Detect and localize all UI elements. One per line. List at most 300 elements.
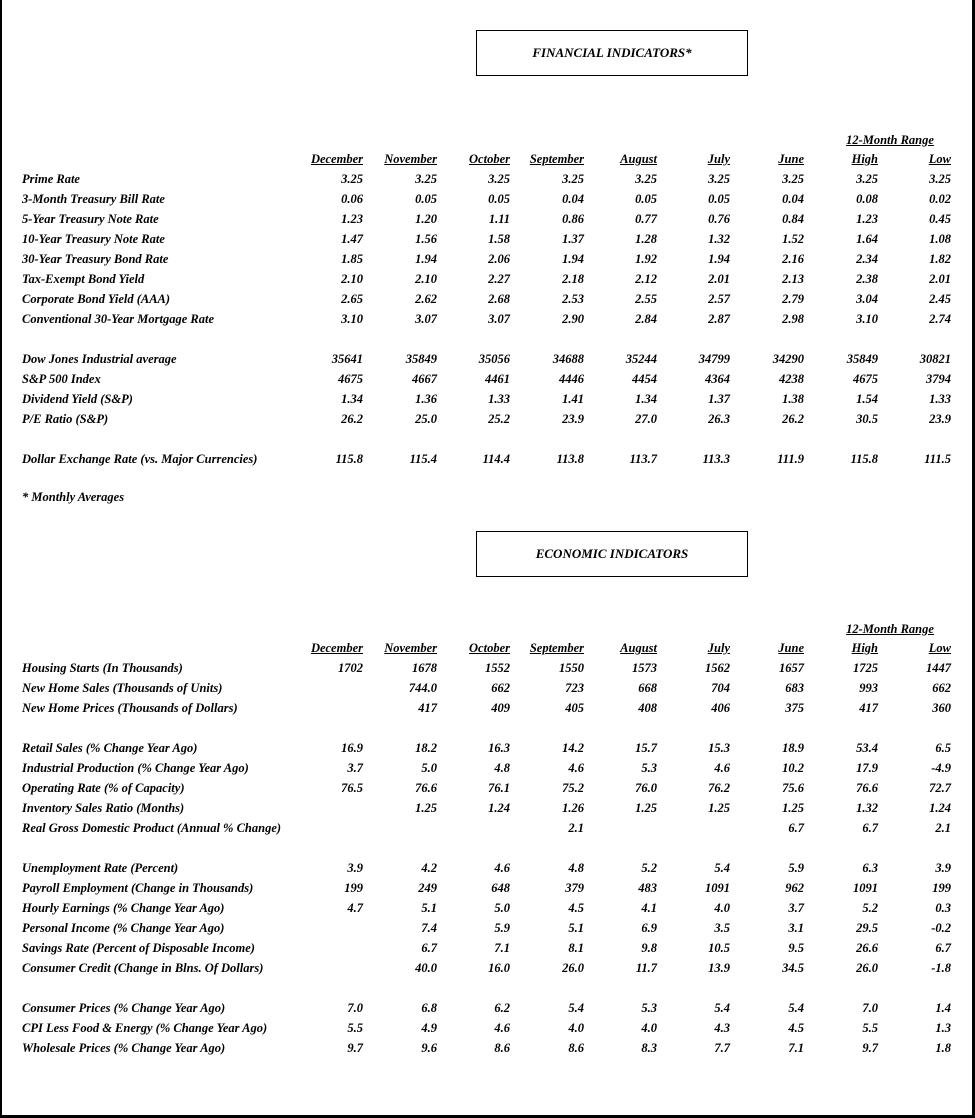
cell-value: 1.41 [562,392,584,406]
table-row [22,349,952,369]
cell-value: 962 [785,881,804,895]
cell-value: 5.1 [568,921,584,935]
cell-value: 5.3 [641,761,657,775]
cell-value: 115.8 [850,452,878,466]
cell-value: 7.4 [421,921,437,935]
cell-value: 662 [491,681,510,695]
column-header: June [778,152,804,166]
cell-value: 1552 [485,661,510,675]
row-label: 10-Year Treasury Note Rate [22,232,165,246]
cell-value: 704 [711,681,730,695]
cell-value: 111.5 [924,452,951,466]
column-header: June [778,641,804,655]
cell-value: 4.5 [788,1021,804,1035]
cell-value: 4364 [705,372,730,386]
table-row [22,778,952,798]
cell-value: 113.3 [702,452,730,466]
cell-value: 0.05 [708,192,730,206]
cell-value: 5.5 [862,1021,878,1035]
row-label: Dollar Exchange Rate (vs. Major Currencies) [22,452,258,466]
cell-value: 115.4 [409,452,437,466]
column-header-row [22,638,952,658]
cell-value: 1.37 [562,232,584,246]
row-label: Housing Starts (In Thousands) [22,661,183,675]
cell-value: 25.0 [415,412,437,426]
table-row [22,369,952,389]
cell-value: 1.36 [415,392,437,406]
table-row [22,1018,952,1038]
column-header: Low [928,641,951,655]
cell-value: 4238 [779,372,804,386]
cell-value: 4667 [412,372,437,386]
cell-value: 2.79 [782,292,804,306]
cell-value: 648 [491,881,510,895]
cell-value: 1.8 [935,1041,951,1055]
cell-value: 0.02 [929,192,951,206]
cell-value: 1.94 [562,252,584,266]
cell-value: 1.34 [341,392,363,406]
cell-value: 1.28 [635,232,657,246]
cell-value: 417 [859,701,878,715]
cell-value: 4461 [485,372,510,386]
row-label: Conventional 30-Year Mortgage Rate [22,312,215,326]
table-row [22,758,952,778]
cell-value: 26.6 [856,941,878,955]
cell-value: 4.2 [421,861,437,875]
column-header: July [707,152,730,166]
row-label: 30-Year Treasury Bond Rate [22,252,169,266]
cell-value: 2.90 [562,312,584,326]
cell-value: 2.27 [488,272,510,286]
range-label: 12-Month Range [846,133,934,147]
cell-value: 76.1 [488,781,510,795]
cell-value: 3.5 [714,921,730,935]
cell-value: 1725 [853,661,878,675]
cell-value: 75.2 [562,781,584,795]
cell-value: 0.06 [341,192,363,206]
column-header: November [384,152,437,166]
range-label: 12-Month Range [846,622,934,636]
cell-value: 35641 [331,352,363,366]
cell-value: 5.4 [714,1001,730,1015]
cell-value: 744.0 [408,681,437,695]
cell-value: 4.0 [641,1021,657,1035]
economic-table [22,620,952,1058]
cell-value: 72.7 [929,781,951,795]
cell-value: 17.9 [856,761,878,775]
cell-value: 2.01 [929,272,951,286]
row-spacer [22,429,952,449]
cell-value: 249 [418,881,437,895]
table-row [22,678,952,698]
cell-value: 0.76 [708,212,730,226]
table-row [22,998,952,1018]
cell-value: 199 [344,881,363,895]
table-row [22,189,952,209]
cell-value: 111.9 [777,452,804,466]
row-label: Consumer Credit (Change in Blns. Of Dollars) [22,961,264,975]
cell-value: 113.8 [556,452,584,466]
cell-value: 2.10 [415,272,437,286]
cell-value: 6.2 [494,1001,510,1015]
row-label: Unemployment Rate (Percent) [22,861,179,875]
cell-value: 375 [785,701,804,715]
column-header: August [620,641,657,655]
cell-value: 35056 [478,352,510,366]
cell-value: 1091 [705,881,730,895]
cell-value: 5.4 [568,1001,584,1015]
cell-value: 2.10 [341,272,363,286]
row-label: Personal Income (% Change Year Ago) [22,921,225,935]
row-label: CPI Less Food & Energy (% Change Year Ago) [22,1021,268,1035]
cell-value: 1.20 [415,212,437,226]
cell-value: 1.23 [856,212,878,226]
cell-value: 2.1 [935,821,951,835]
cell-value: 1.92 [635,252,657,266]
table-row [22,229,952,249]
cell-value: 5.0 [494,901,510,915]
cell-value: 5.1 [421,901,437,915]
cell-value: 75.6 [782,781,804,795]
cell-value: 1.32 [708,232,730,246]
table-row [22,249,952,269]
cell-value: 1.26 [562,801,584,815]
cell-value: 0.05 [635,192,657,206]
cell-value: 2.01 [708,272,730,286]
cell-value: 2.57 [708,292,730,306]
cell-value: 76.6 [415,781,437,795]
cell-value: 483 [638,881,657,895]
row-label: New Home Sales (Thousands of Units) [22,681,223,695]
cell-value: 2.74 [929,312,951,326]
cell-value: 34.5 [782,961,804,975]
cell-value: 1.37 [708,392,730,406]
cell-value: 29.5 [856,921,878,935]
cell-value: 2.12 [635,272,657,286]
cell-value: 16.3 [488,741,510,755]
row-spacer [22,329,952,349]
financial-title: FINANCIAL INDICATORS* [476,30,748,76]
cell-value: 1.34 [635,392,657,406]
range-header [22,131,952,149]
cell-value: 1.82 [929,252,951,266]
table-row [22,409,952,429]
cell-value: 15.3 [708,741,730,755]
cell-value: 4675 [338,372,363,386]
cell-value: 4.5 [568,901,584,915]
cell-value: 1.25 [635,801,657,815]
cell-value: 1702 [338,661,363,675]
cell-value: 3.25 [929,172,951,186]
row-label: Corporate Bond Yield (AAA) [22,292,171,306]
cell-value: 2.1 [568,821,584,835]
row-label: S&P 500 Index [22,372,101,386]
row-spacer [22,978,952,998]
column-header: High [851,152,878,166]
cell-value: 53.4 [856,741,878,755]
table-row [22,1038,952,1058]
cell-value: 1.47 [341,232,363,246]
cell-value: 4.0 [568,1021,584,1035]
cell-value: 34290 [772,352,804,366]
cell-value: 114.4 [482,452,510,466]
cell-value: 7.0 [347,1001,363,1015]
monthly-averages-note: * Monthly Averages [22,490,125,504]
row-label: Savings Rate (Percent of Disposable Income) [22,941,255,955]
column-header: December [310,641,363,655]
cell-value: 993 [859,681,878,695]
cell-value: 0.05 [488,192,510,206]
row-label: Operating Rate (% of Capacity) [22,781,185,795]
cell-value: 26.3 [708,412,730,426]
row-label: 5-Year Treasury Note Rate [22,212,159,226]
cell-value: 76.0 [635,781,657,795]
cell-value: 18.2 [415,741,437,755]
cell-value: 3.07 [488,312,510,326]
table-row [22,698,952,718]
row-label: Wholesale Prices (% Change Year Ago) [22,1041,226,1055]
cell-value: 2.53 [562,292,584,306]
cell-value: 7.1 [494,941,510,955]
cell-value: 1573 [632,661,657,675]
table-row [22,898,952,918]
cell-value: 2.16 [782,252,804,266]
cell-value: 3.25 [415,172,437,186]
table-row [22,169,952,189]
table-row [22,389,952,409]
column-header: October [469,641,510,655]
cell-value: 4.1 [641,901,657,915]
table-row [22,918,952,938]
cell-value: 3.25 [708,172,730,186]
cell-value: 406 [711,701,730,715]
row-label: New Home Prices (Thousands of Dollars) [22,701,238,715]
cell-value: 3.25 [562,172,584,186]
cell-value: 3.10 [856,312,878,326]
column-header: December [310,152,363,166]
cell-value: 4.6 [494,861,510,875]
cell-value: 3.9 [347,861,363,875]
cell-value: 0.77 [635,212,657,226]
cell-value: 5.2 [641,861,657,875]
cell-value: 1.64 [856,232,878,246]
column-header: September [529,152,584,166]
cell-value: 23.9 [929,412,951,426]
cell-value: 0.08 [856,192,878,206]
column-header: October [469,152,510,166]
cell-value: 1.23 [341,212,363,226]
row-label: Payroll Employment (Change in Thousands) [22,881,254,895]
cell-value: 26.0 [856,961,878,975]
table-row [22,309,952,329]
cell-value: 34799 [698,352,730,366]
cell-value: 25.2 [488,412,510,426]
cell-value: 13.9 [708,961,730,975]
cell-value: 6.7 [788,821,804,835]
cell-value: 379 [565,881,584,895]
row-label: Dividend Yield (S&P) [22,392,133,406]
cell-value: 4.6 [714,761,730,775]
cell-value: 1.94 [415,252,437,266]
cell-value: 0.45 [929,212,951,226]
row-label: Tax-Exempt Bond Yield [22,272,145,286]
column-header: August [620,152,657,166]
cell-value: 30821 [919,352,951,366]
cell-value: 1447 [926,661,951,675]
table-row [22,738,952,758]
cell-value: 723 [565,681,584,695]
cell-value: 9.7 [347,1041,363,1055]
cell-value: 4.3 [714,1021,730,1035]
cell-value: 1.56 [415,232,437,246]
cell-value: 4.8 [568,861,584,875]
cell-value: 9.7 [862,1041,878,1055]
cell-value: 1.3 [935,1021,951,1035]
column-header: September [529,641,584,655]
cell-value: 2.62 [415,292,437,306]
cell-value: 405 [565,701,584,715]
cell-value: 1.38 [782,392,804,406]
cell-value: 14.2 [562,741,584,755]
cell-value: 0.3 [935,901,951,915]
cell-value: 3794 [926,372,951,386]
table-row [22,449,952,469]
cell-value: 2.65 [341,292,363,306]
column-header-row [22,149,952,169]
cell-value: 8.1 [568,941,584,955]
cell-value: 0.86 [562,212,584,226]
cell-value: 8.6 [494,1041,510,1055]
cell-value: 3.7 [347,761,363,775]
cell-value: 6.7 [935,941,951,955]
row-label: Industrial Production (% Change Year Ago) [22,761,249,775]
row-label: Hourly Earnings (% Change Year Ago) [22,901,225,915]
cell-value: 4.6 [494,1021,510,1035]
row-spacer [22,838,952,858]
row-label: 3-Month Treasury Bill Rate [22,192,165,206]
cell-value: 3.10 [341,312,363,326]
cell-value: 5.0 [421,761,437,775]
cell-value: 6.3 [862,861,878,875]
cell-value: 30.5 [856,412,878,426]
cell-value: 2.45 [929,292,951,306]
cell-value: 1657 [779,661,804,675]
cell-value: 1.33 [488,392,510,406]
cell-value: 4675 [853,372,878,386]
row-label: Consumer Prices (% Change Year Ago) [22,1001,226,1015]
cell-value: 1.33 [929,392,951,406]
cell-value: 40.0 [415,961,437,975]
cell-value: 9.8 [641,941,657,955]
cell-value: 76.2 [708,781,730,795]
cell-value: 3.07 [415,312,437,326]
cell-value: 9.5 [788,941,804,955]
cell-value: 3.25 [341,172,363,186]
cell-value: 199 [932,881,951,895]
cell-value: 408 [638,701,657,715]
cell-value: 1.25 [782,801,804,815]
column-header: July [707,641,730,655]
cell-value: 8.6 [568,1041,584,1055]
cell-value: 35849 [405,352,437,366]
cell-value: 7.0 [862,1001,878,1015]
cell-value: 26.2 [341,412,363,426]
cell-value: 10.2 [782,761,804,775]
cell-value: 5.3 [641,1001,657,1015]
row-label: Dow Jones Industrial average [22,352,177,366]
table-row [22,818,952,838]
cell-value: 6.9 [641,921,657,935]
cell-value: -4.9 [931,761,951,775]
cell-value: 409 [491,701,510,715]
cell-value: 5.2 [862,901,878,915]
table-row [22,209,952,229]
cell-value: 668 [638,681,657,695]
cell-value: 1091 [853,881,878,895]
row-spacer [22,718,952,738]
row-label: P/E Ratio (S&P) [22,412,109,426]
cell-value: 7.7 [714,1041,730,1055]
cell-value: 5.9 [494,921,510,935]
cell-value: 1678 [412,661,437,675]
table-row [22,269,952,289]
table-row [22,289,952,309]
cell-value: 3.25 [782,172,804,186]
cell-value: 8.3 [641,1041,657,1055]
cell-value: 3.9 [935,861,951,875]
cell-value: 26.0 [562,961,584,975]
cell-value: 2.38 [856,272,878,286]
cell-value: 6.7 [862,821,878,835]
cell-value: 1.24 [929,801,951,815]
cell-value: 683 [785,681,804,695]
cell-value: 4.0 [714,901,730,915]
cell-value: 0.04 [782,192,804,206]
cell-value: 1.24 [488,801,510,815]
cell-value: 0.05 [415,192,437,206]
cell-value: 7.1 [788,1041,804,1055]
cell-value: 4.7 [347,901,363,915]
range-header [22,620,952,638]
cell-value: 4454 [632,372,657,386]
cell-value: 5.4 [788,1001,804,1015]
cell-value: 18.9 [782,741,804,755]
cell-value: 2.84 [635,312,657,326]
cell-value: -0.2 [931,921,951,935]
cell-value: 1.08 [929,232,951,246]
cell-value: 5.5 [347,1021,363,1035]
cell-value: 1.94 [708,252,730,266]
cell-value: 4.9 [421,1021,437,1035]
cell-value: 34688 [552,352,584,366]
cell-value: 1.11 [488,212,510,226]
cell-value: 2.13 [782,272,804,286]
cell-value: 417 [418,701,437,715]
cell-value: 76.5 [341,781,363,795]
cell-value: 4.8 [494,761,510,775]
cell-value: 2.18 [562,272,584,286]
cell-value: 35244 [625,352,657,366]
table-row [22,878,952,898]
cell-value: 26.2 [782,412,804,426]
cell-value: 1550 [559,661,584,675]
cell-value: 3.04 [856,292,878,306]
table-row [22,798,952,818]
table-row [22,938,952,958]
cell-value: 35849 [846,352,878,366]
cell-value: 3.1 [788,921,804,935]
cell-value: 4446 [559,372,584,386]
